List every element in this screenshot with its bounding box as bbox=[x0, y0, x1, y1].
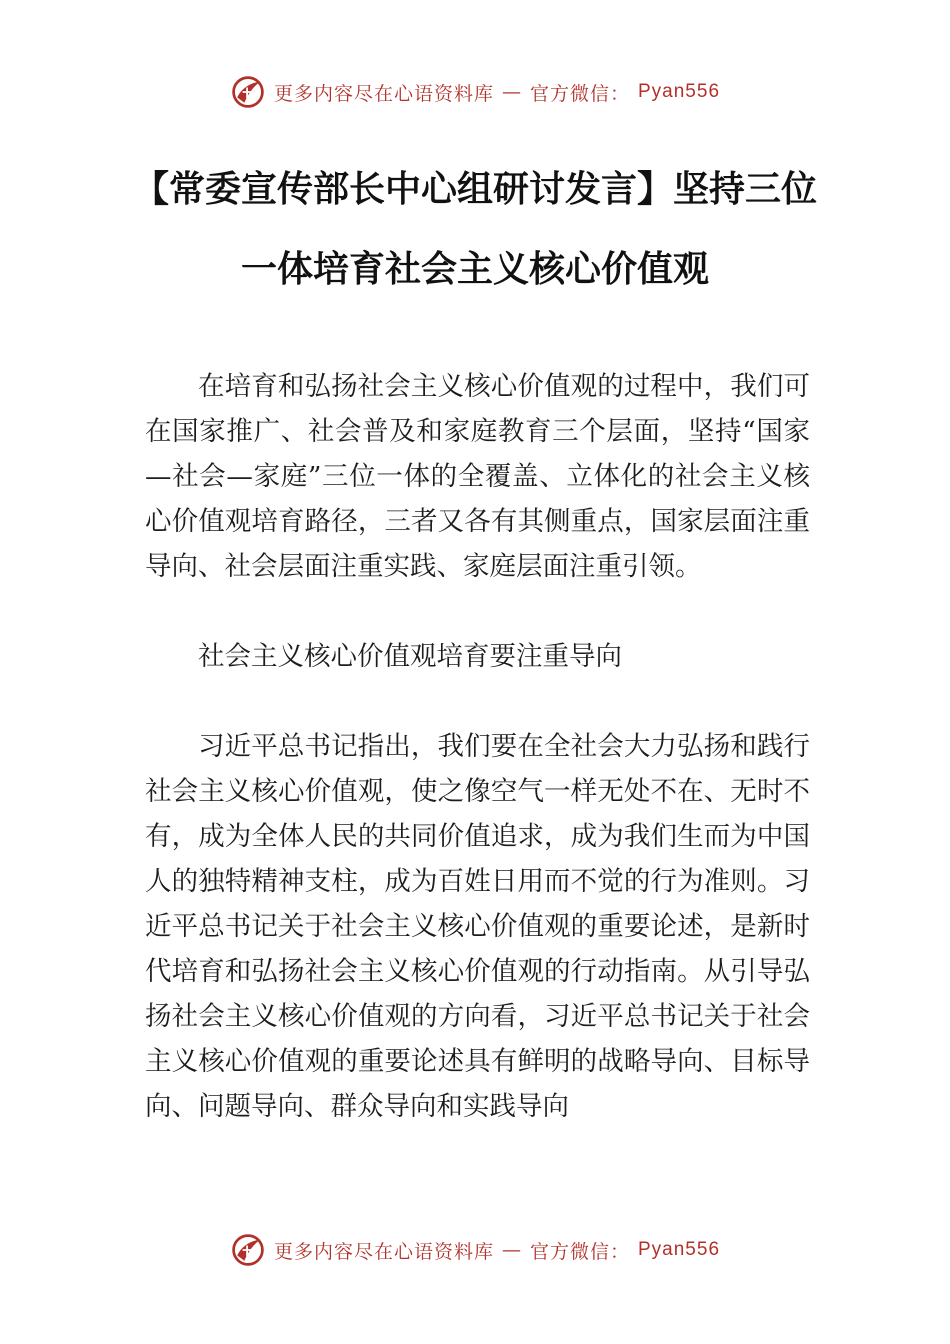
logo-icon bbox=[230, 74, 266, 110]
title-line-1: 【常委宣传部长中心组研讨发言】坚持三位 bbox=[132, 169, 817, 210]
watermark-separator: — bbox=[501, 81, 522, 103]
header-watermark bbox=[0, 74, 950, 110]
document-body bbox=[145, 364, 810, 1129]
wechat-id: Pyan556 bbox=[638, 1239, 721, 1260]
wechat-label: 官方微信： bbox=[529, 82, 630, 105]
document-title bbox=[110, 150, 840, 310]
section-heading: 社会主义核心价值观培育要注重导向 bbox=[198, 641, 622, 672]
watermark-separator: — bbox=[501, 1239, 522, 1261]
watermark-text: 更多内容尽在心语资料库 bbox=[273, 82, 494, 105]
watermark-text: 更多内容尽在心语资料库 bbox=[273, 1240, 494, 1263]
logo-icon bbox=[230, 1232, 266, 1268]
wechat-label: 官方微信： bbox=[529, 1240, 630, 1263]
title-line-2: 一体培育社会主义核心价值观 bbox=[240, 249, 709, 290]
paragraph-body: 习近平总书记指出，我们要在全社会大力弘扬和践行社会主义核心价值观，使之像空气一样无处不在、无时不有，成为全体人民的共同价值追求，成为我们生而为中国人的独特精神支柱，成为百姓日用而不觉的行为准则。习近平总书记关于社会主义核心价值观的重要论述，是新时代培育和弘扬社会主义核心价值观的行动指南。从引导弘扬社会主义核心价值观的方向看，习近平总书记关于社会主义核心价值观的重要论述具有鲜明的战略导向、目标导向、问题导向、群众导向和实践导向 bbox=[145, 731, 810, 1122]
wechat-id: Pyan556 bbox=[638, 81, 721, 102]
paragraph-intro: 在培育和弘扬社会主义核心价值观的过程中，我们可在国家推广、社会普及和家庭教育三个层面，坚持“国家—社会—家庭”三位一体的全覆盖、立体化的社会主义核心价值观培育路径，三者又各有其侧重点，国家层面注重导向、社会层面注重实践、家庭层面注重引领。 bbox=[145, 371, 810, 582]
footer-watermark bbox=[0, 1232, 950, 1268]
